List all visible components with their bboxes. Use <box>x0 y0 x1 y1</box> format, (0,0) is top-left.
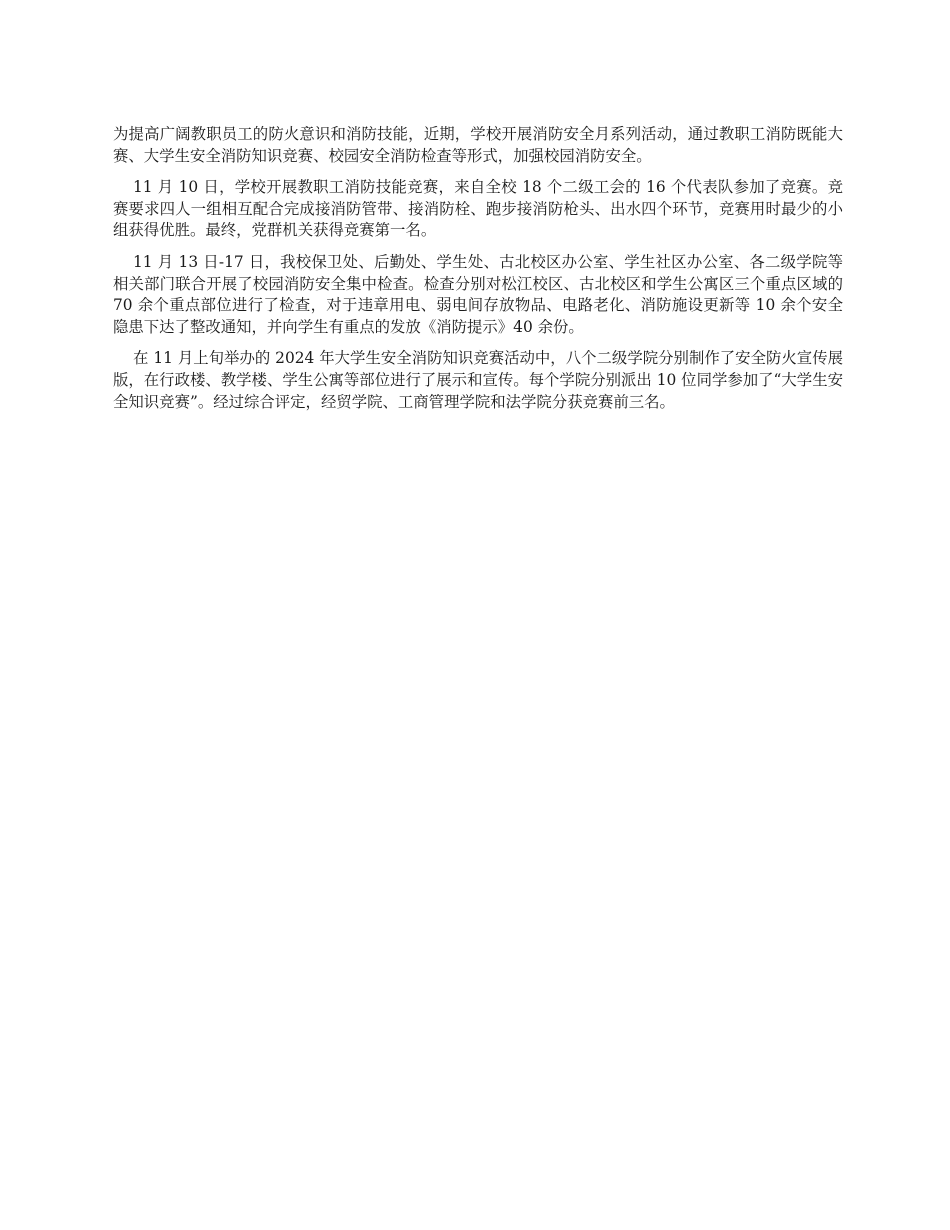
paragraph-safety-inspection: 11 月 13 日-17 日，我校保卫处、后勤处、学生处、古北校区办公室、学生社区办公室、各二级学院等相关部门联合开展了校园消防安全集中检查。检查分别对松江校区、古北校区和学生公寓区三个重点区域的 70 余个重点部位进行了检查，对于违章用电、弱电间存放物品、电路老化、消防施设更新等 10 余个安全隐患下达了整改通知，并向学生有重点的发放《消防提示》40 余份。 <box>113 252 843 336</box>
article-body <box>113 124 843 423</box>
paragraph-staff-competition: 11 月 10 日，学校开展教职工消防技能竞赛，来自全校 18 个二级工会的 16 个代表队参加了竞赛。竞赛要求四人一组相互配合完成接消防管带、接消防栓、跑步接消防枪头、出水四个环节，竞赛用时最少的小组获得优胜。最终，党群机关获得竞赛第一名。 <box>113 178 843 240</box>
paragraph-student-quiz: 在 11 月上旬举办的 2024 年大学生安全消防知识竞赛活动中，八个二级学院分别制作了安全防火宣传展版，在行政楼、教学楼、学生公寓等部位进行了展示和宣传。每个学院分别派出 10 位同学参加了“大学生安全知识竞赛”。经过综合评定，经贸学院、工商管理学院和法学院分获竞赛前三名。 <box>113 349 843 411</box>
paragraph-intro: 为提高广阔教职员工的防火意识和消防技能，近期，学校开展消防安全月系列活动，通过教职工消防既能大赛、大学生安全消防知识竞赛、校园安全消防检查等形式，加强校园消防安全。 <box>113 125 843 165</box>
